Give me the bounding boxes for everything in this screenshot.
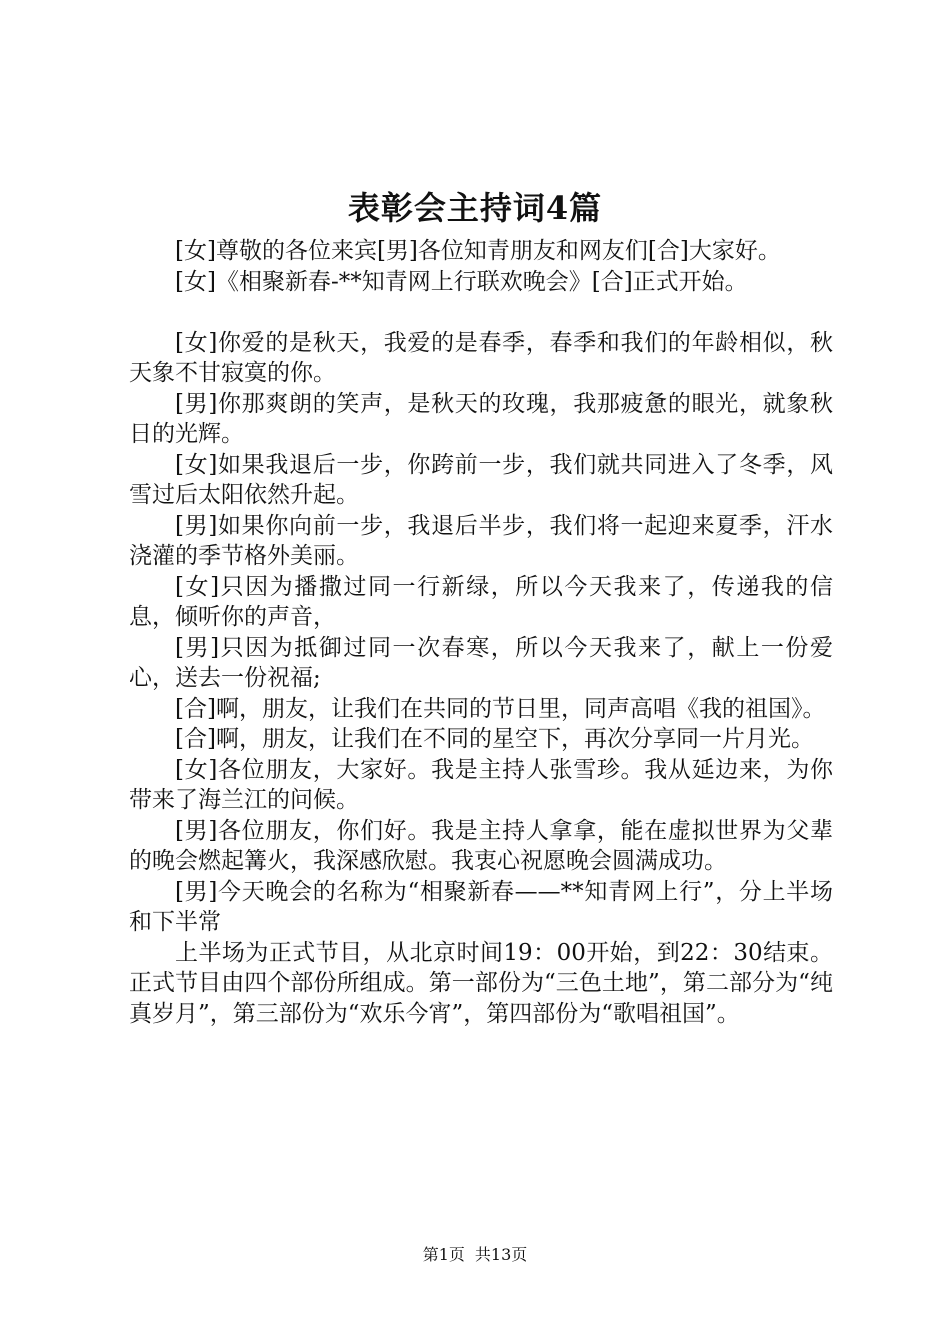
paragraph: [男]今天晚会的名称为“相聚新春——**知青网上行”，分上半场和下半常 [129, 878, 833, 935]
paragraph: [男]如果你向前一步，我退后半步，我们将一起迎来夏季，汗水浇灌的季节格外美丽。 [129, 512, 833, 569]
paragraph: [男]只因为抵御过同一次春寒，所以今天我来了，献上一份爱心，送去一份祝福; [129, 634, 833, 691]
page-total: 共13页 [474, 1245, 528, 1264]
paragraph: 上半场为正式节目，从北京时间19：00开始，到22：30结束。正式节目由四个部份所组成。第一部份为“三色土地”，第二部分为“纯真岁月”，第三部份为“欢乐今宵”，第四部份为“歌唱祖国”。 [129, 939, 833, 1027]
paragraph: [女]各位朋友，大家好。我是主持人张雪珍。我从延边来，为你带来了海兰江的问候。 [129, 756, 833, 813]
document-body [129, 236, 833, 1029]
paragraph: [女]《相聚新春-**知青网上行联欢晚会》[合]正式开始。 [175, 268, 748, 295]
paragraph: [女]你爱的是秋天，我爱的是春季，春季和我们的年龄相似，秋天象不甘寂寞的你。 [129, 329, 833, 386]
document-title: 表彰会主持词4篇 [347, 189, 603, 227]
paragraph: [女]只因为播撒过同一行新绿，所以今天我来了，传递我的信息，倾听你的声音， [129, 573, 833, 630]
paragraph: [男]各位朋友，你们好。我是主持人拿拿，能在虚拟世界为父辈的晚会燃起篝火，我深感欣慰。我衷心祝愿晚会圆满成功。 [129, 817, 833, 874]
paragraph: [合]啊，朋友，让我们在共同的节日里，同声高唱《我的祖国》。 [175, 695, 826, 722]
paragraph: [合]啊，朋友，让我们在不同的星空下，再次分享同一片月光。 [175, 726, 814, 752]
blank-line [129, 297, 833, 328]
paragraph: [男]你那爽朗的笑声，是秋天的玫瑰，我那疲惫的眼光，就象秋日的光辉。 [129, 390, 833, 447]
page-number: 第1页 [422, 1245, 465, 1264]
page-footer [0, 1244, 950, 1266]
paragraph: [女]尊敬的各位来宾[男]各位知青朋友和网友们[合]大家好。 [175, 238, 781, 264]
paragraph: [女]如果我退后一步，你跨前一步，我们就共同进入了冬季，风雪过后太阳依然升起。 [129, 451, 833, 508]
